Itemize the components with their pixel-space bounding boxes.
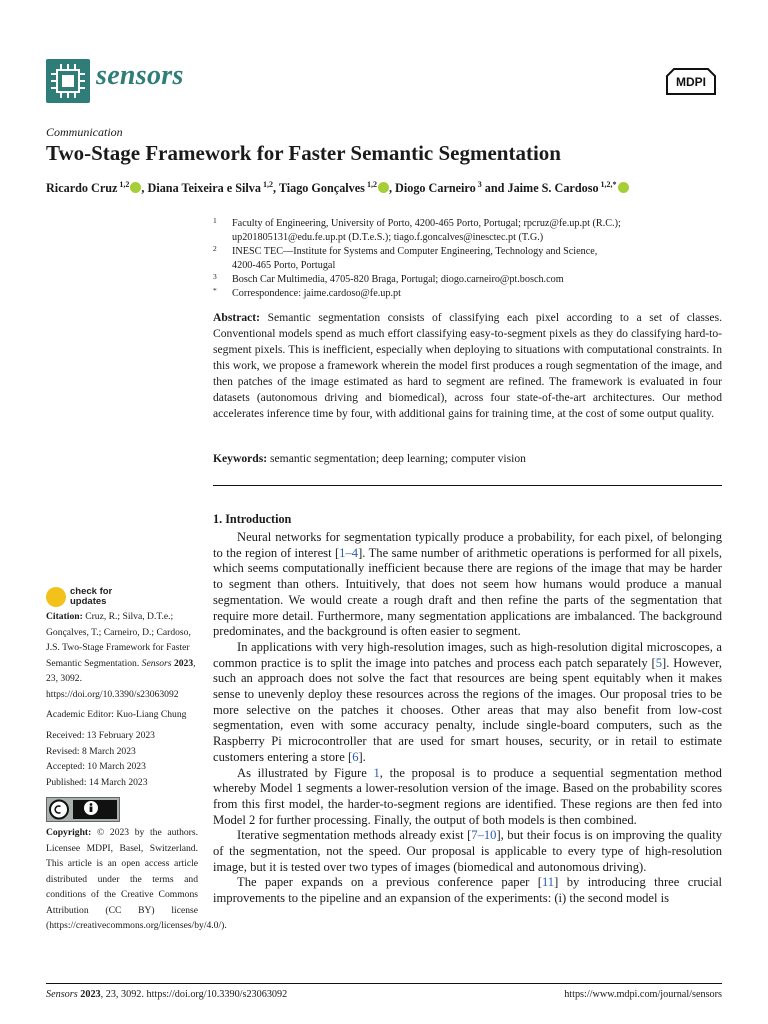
reference-link[interactable]: 7–10 xyxy=(471,828,497,843)
author-affiliation-sup: 1,2,* xyxy=(598,180,617,189)
author-name[interactable]: Diana Teixeira e Silva xyxy=(147,181,261,196)
affiliation xyxy=(213,287,723,301)
abstract-text: Semantic segmentation consists of classifying each pixel according to a set of classes. Conventional models spend as much effort classifying easy-to-segment pixels as they do classifying hard-to-segment pixels. This is inefficient, especially when deploying to situations with computational constraints. In this work, we propose a framework wherein the model first produces a rough segmentation of the image, and then patches of the image estimated as hard to segment are refined. The framework is evaluated in four datasets (autonomous driving and biomedical), across four state-of-the-art architectures. Our method accelerates inference time by four, with additional gains for training time, at the cost of some output quality. xyxy=(213,311,722,420)
footer-journal: Sensors xyxy=(46,989,78,1000)
keywords-text: semantic segmentation; deep learning; computer vision xyxy=(270,452,526,465)
orcid-icon[interactable] xyxy=(378,182,389,193)
copyright-text: © 2023 by the authors. Licensee MDPI, Basel, Switzerland. This article is an open access article distributed under the terms and conditions of the Creative Commons Attribution (CC BY) license (https://creativecommons.org/licenses/by/4.0/). xyxy=(46,827,227,931)
abstract xyxy=(213,310,722,422)
reference-link[interactable]: 1–4 xyxy=(339,545,359,560)
affiliation-mark: 2 xyxy=(213,244,217,253)
date-accepted: Accepted: 10 March 2023 xyxy=(46,761,146,772)
paragraph-text: Neural networks for segmentation typically produce a probability, for each pixel, of belonging to the region of interest [ xyxy=(213,530,722,560)
copyright-label: Copyright: xyxy=(46,827,92,838)
section-heading: 1. Introduction xyxy=(213,512,292,526)
affiliation-list xyxy=(213,217,723,301)
abstract-label: Abstract: xyxy=(213,311,261,324)
orcid-icon[interactable] xyxy=(618,182,629,193)
affiliation-line: Correspondence: jaime.cardoso@fe.up.pt xyxy=(232,288,401,299)
footer-divider xyxy=(46,983,722,984)
author-affiliation-sup: 1,2 xyxy=(364,180,377,189)
affiliation-line: INESC TEC—Institute for Systems and Computer Engineering, Technology and Science, xyxy=(232,246,598,257)
author-list xyxy=(46,180,629,196)
affiliation-mark: 3 xyxy=(213,272,217,281)
affiliation-line: Bosch Car Multimedia, 4705-820 Braga, Portugal; diogo.carneiro@pt.bosch.com xyxy=(232,274,564,285)
affiliation xyxy=(213,273,723,287)
author-separator: , xyxy=(272,181,279,196)
citation xyxy=(46,609,196,702)
keywords-label: Keywords: xyxy=(213,452,268,465)
citation-text: Cruz, R.; Silva, D.T.e.; Gonçalves, T.; Carneiro, D.; Cardoso, J.S. Two-Stage Framework for Faster Semantic Segmentation. xyxy=(46,611,191,669)
paragraph xyxy=(213,766,722,829)
author-name[interactable]: Jaime S. Cardoso xyxy=(507,181,599,196)
publisher-name: MDPI xyxy=(676,75,706,89)
article-title: Two-Stage Framework for Faster Semantic Segmentation xyxy=(46,141,561,165)
footer-year: 2023 xyxy=(80,989,101,1000)
date-published: Published: 14 March 2023 xyxy=(46,776,148,788)
introduction-body xyxy=(213,530,722,907)
journal-logo-icon xyxy=(46,59,90,103)
keywords xyxy=(213,451,722,467)
affiliation-line: up201805131@edu.fe.up.pt (D.T.e.S.); tiago.f.goncalves@inesctec.pt (T.G.) xyxy=(232,232,544,243)
orcid-icon[interactable] xyxy=(130,182,141,193)
author-separator: , xyxy=(388,181,396,196)
citation-label: Citation: xyxy=(46,611,83,622)
footer-citation xyxy=(46,989,287,1000)
paragraph-text: Iterative segmentation methods already exist [ xyxy=(237,828,472,843)
journal-name: sensors xyxy=(96,60,184,91)
footer-journal-url[interactable]: https://www.mdpi.com/journal/sensors xyxy=(564,989,722,1000)
check-updates-icon xyxy=(46,587,66,607)
paragraph-text: As illustrated by Figure xyxy=(237,765,374,780)
paragraph-text: ]. The same number of arithmetic operations is performed for all pixels, which seems computationally inefficient because there are regions of the image that may be harder to segment than others. Intuitively, that does not seem how humans would produce a manual segmentation. We would create a rough draft and then refine the parts of the segmentation that require more detail. Furthermore, many segmentation applications are imbalanced. The background predominates, and the background is often easier to segment. xyxy=(213,545,722,639)
paragraph-text: ]. xyxy=(358,749,366,764)
citation-doi[interactable]: , 23, 3092. https://doi.org/10.3390/s23063092 xyxy=(46,657,196,700)
paragraph-text: ]. However, such an approach does not solve the fact that resources are being spent equitably when it makes sense to unevenly deploy these resources across the regions of the images. Our proposal tries to be more selective on the patches it chooses. Other areas that may also benefit from low-cost segmentation, even with some accuracy penalty, include single-board computers, such as the Raspberry Pi microcontroller that are used for smart houses, security, or in retail to estimate customers entering a store [ xyxy=(213,655,722,764)
author-affiliation-sup: 1,2 xyxy=(117,180,130,189)
check-updates-line2: updates xyxy=(70,596,107,607)
cc-by-license-icon[interactable] xyxy=(46,797,120,822)
affiliation xyxy=(213,217,723,245)
check-updates-line1: check for xyxy=(70,586,113,597)
date-revised: Revised: 8 March 2023 xyxy=(46,745,136,757)
citation-journal: Sensors xyxy=(141,657,172,669)
academic-editor: Academic Editor: Kuo-Liang Chung xyxy=(46,709,187,720)
article-type: Communication xyxy=(46,125,123,139)
copyright-notice xyxy=(46,825,227,934)
citation-year: 2023 xyxy=(173,657,194,669)
author-affiliation-sup: 1,2 xyxy=(260,180,273,189)
section-divider xyxy=(213,485,722,486)
paragraph xyxy=(213,640,722,766)
affiliation-mark: 1 xyxy=(213,216,217,225)
paragraph xyxy=(213,530,722,640)
author-name[interactable]: Ricardo Cruz xyxy=(46,181,118,196)
paragraph xyxy=(213,875,722,906)
paragraph-text: In applications with very high-resolution images, such as high-resolution digital microscopes, a common practice is to split the image into patches and process each patch separately [ xyxy=(213,639,722,670)
paragraph-text: ] by introducing three crucial improvements to the pipeline and an expansion of the experiments: (i) the second model is xyxy=(213,875,722,906)
reference-link[interactable]: 5 xyxy=(655,655,662,670)
paragraph-text: , the proposal is to produce a sequential segmentation method whereby Model 1 segments a lower-resolution version of the image. Based on the probability scores from this first model, the harder-to-segment regions are identified. These regions are then fed into Model 2 for further processing. Finally, the output of both models is then combined. xyxy=(213,765,722,827)
footer-doi[interactable]: , 23, 3092. https://doi.org/10.3390/s23063092 xyxy=(100,989,288,1000)
affiliation-line: 4200-465 Porto, Portugal xyxy=(232,260,336,271)
paragraph xyxy=(213,828,722,875)
reference-link[interactable]: 1 xyxy=(373,765,380,780)
author-separator: , xyxy=(141,181,148,196)
author-name[interactable]: Tiago Gonçalves xyxy=(278,181,365,196)
author-affiliation-sup: 3 xyxy=(475,180,482,189)
author-separator: and xyxy=(481,181,508,196)
author-name[interactable]: Diogo Carneiro xyxy=(395,181,476,196)
affiliation-line: Faculty of Engineering, University of Porto, 4200-465 Porto, Portugal; rpcruz@fe.up.pt (R.C.); xyxy=(232,218,621,229)
reference-link[interactable]: 11 xyxy=(541,875,555,890)
publisher-logo xyxy=(664,66,718,96)
reference-link[interactable]: 6 xyxy=(352,749,359,764)
paragraph-text: ], but their focus is on improving the quality of the segmentation, not the speed. Our proposal is applicable to every type of high-resolution image, but it is tested over two types of images (biomedical and autonomous driving). xyxy=(213,828,722,874)
publication-dates xyxy=(46,728,196,790)
affiliation xyxy=(213,245,723,273)
date-received: Received: 13 February 2023 xyxy=(46,730,155,741)
affiliation-mark: * xyxy=(213,286,217,295)
paragraph-text: The paper expands on a previous conference paper [ xyxy=(237,875,542,890)
